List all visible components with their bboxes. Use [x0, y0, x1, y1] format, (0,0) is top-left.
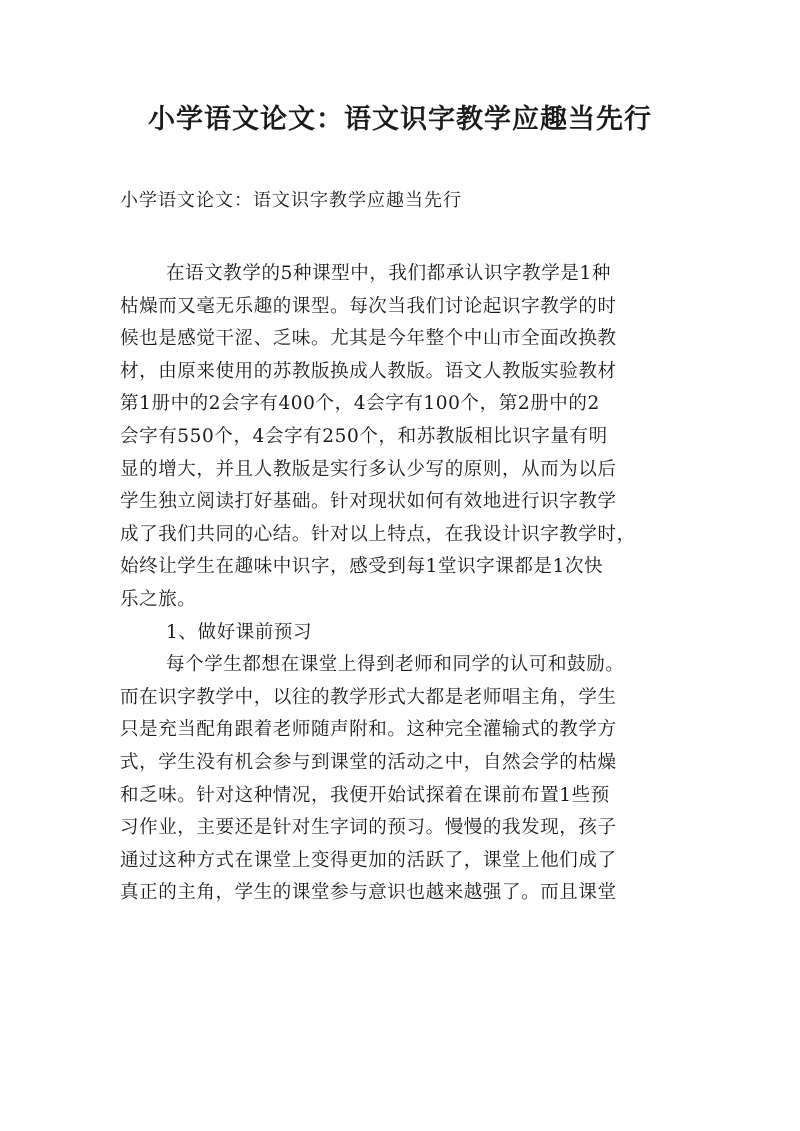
paragraph-line: 每个学生都想在课堂上得到老师和同学的认可和鼓励。 — [166, 654, 625, 676]
paragraph-line: 候也是感觉干涩、乏味。尤其是今年整个中山市全面改换教 — [120, 328, 617, 350]
paragraph-line: 只是充当配角跟着老师随声附和。这种完全灌输式的教学方 — [120, 719, 617, 741]
paragraph-line: 第1册中的2会字有400个，4会字有100个，第2册中的2 — [120, 393, 600, 415]
paragraph-line: 始终让学生在趣味中识字，感受到每1堂识字课都是1次快 — [120, 556, 604, 578]
section-heading: 1、做好课前预习 — [166, 621, 313, 643]
paragraph-line: 真正的主角，学生的课堂参与意识也越来越强了。而且课堂 — [120, 882, 617, 904]
paragraph-line: 乐之旅。 — [120, 588, 197, 610]
document-body — [120, 258, 700, 910]
document-subtitle: 小学语文论文：语文识字教学应趣当先行 — [120, 190, 462, 211]
paragraph-line: 会字有550个，4会字有250个，和苏教版相比识字量有明 — [120, 425, 608, 447]
paragraph-line: 和乏味。针对这种情况，我便开始试探着在课前布置1些预 — [120, 784, 610, 806]
paragraph-line: 通过这种方式在课堂上变得更加的活跃了，课堂上他们成了 — [120, 849, 617, 871]
paragraph-line: 显的增大，并且人教版是实行多认少写的原则，从而为以后 — [120, 458, 617, 480]
paragraph-line: 成了我们共同的心结。针对以上特点，在我设计识字教学时， — [120, 523, 636, 545]
paragraph-line: 习作业，主要还是针对生字词的预习。慢慢的我发现，孩子 — [120, 817, 617, 839]
document-title: 小学语文论文：语文识字教学应趣当先行 — [148, 104, 652, 135]
paragraph-line: 在语文教学的5种课型中，我们都承认识字教学是1种 — [166, 263, 611, 284]
paragraph-line: 材，由原来使用的苏教版换成人教版。语文人教版实验教材 — [120, 360, 617, 382]
paragraph-line: 式，学生没有机会参与到课堂的活动之中，自然会学的枯燥 — [120, 751, 617, 773]
paragraph-line: 枯燥而又毫无乐趣的课型。每次当我们讨论起识字教学的时 — [120, 295, 617, 317]
paragraph-line: 而在识字教学中，以往的教学形式大都是老师唱主角，学生 — [120, 686, 617, 708]
paragraph-line: 学生独立阅读打好基础。针对现状如何有效地进行识字教学 — [120, 491, 617, 513]
